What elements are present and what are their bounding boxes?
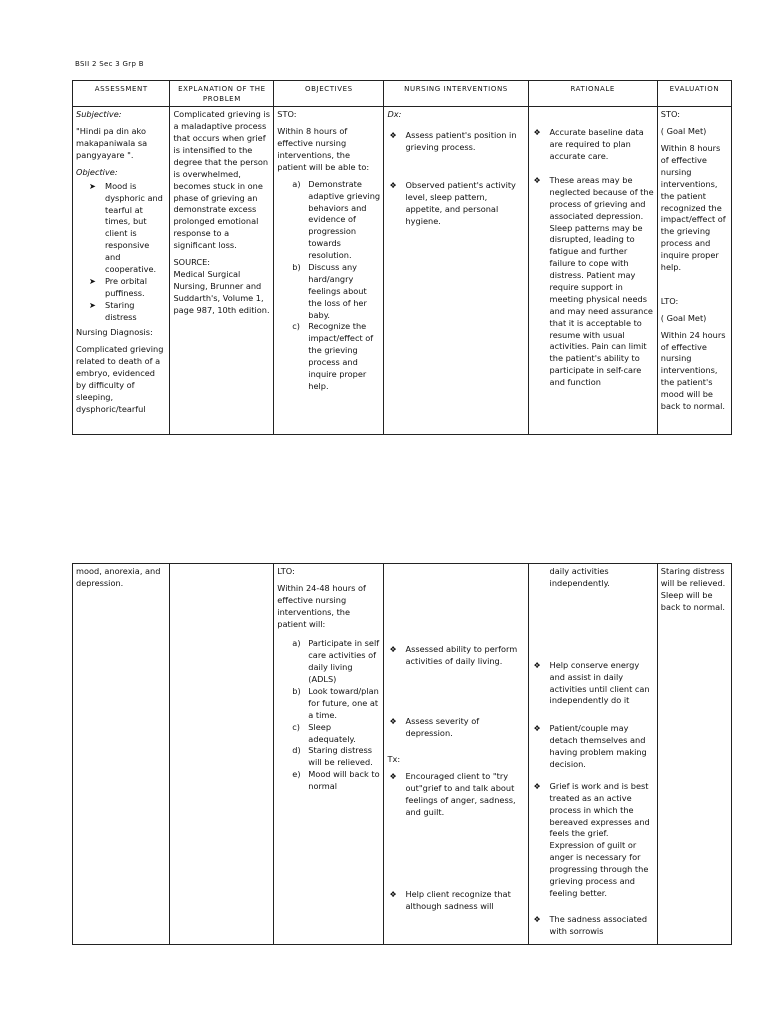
column-header-interventions: NURSING INTERVENTIONS bbox=[384, 81, 528, 107]
eval-lto-label: LTO: bbox=[660, 295, 679, 306]
tx-label: Tx: bbox=[387, 753, 401, 764]
diagnosis-label: Nursing Diagnosis: bbox=[76, 327, 153, 338]
rationale-list bbox=[532, 660, 654, 938]
list-item: ❖ Accurate baseline data are required to plan accurate care. bbox=[533, 127, 644, 162]
table-row bbox=[73, 107, 732, 435]
diagnosis-text: Complicated grieving related to death of a embryo, evidenced by difficulty of sleeping, dysphoric/tearful bbox=[76, 344, 164, 414]
care-plan-table-page2 bbox=[72, 563, 732, 945]
objectives-cell bbox=[274, 107, 384, 435]
diamond-bullet-icon: ❖ bbox=[533, 175, 541, 185]
column-header-assessment: ASSESSMENT bbox=[73, 81, 170, 107]
list-item: ❖ Assess severity of depression. bbox=[389, 715, 480, 738]
list-item: e) Mood will back to normal bbox=[292, 769, 380, 792]
list-item: ❖ Help conserve energy and assist in daily activities until client can independently do it bbox=[533, 659, 650, 706]
list-item: ❖ Grief is work and is best treated as an active process in which the bereaved expresses and feels the grief. Expression of guilt or anger is necessary for progressing through the grieving process and feeling better. bbox=[533, 780, 650, 898]
explanation-text: Complicated grieving is a maladaptive process that occurs when grief is intensified to the degree that the person is overwhelmed, becomes stuck in one phase of grieving an demonstrate excess prolonged emotional response to a significant loss. bbox=[173, 109, 271, 251]
diamond-bullet-icon: ❖ bbox=[533, 660, 541, 670]
source-label: SOURCE: bbox=[173, 256, 211, 267]
table-header-row bbox=[73, 81, 732, 107]
column-header-rationale: RATIONALE bbox=[528, 81, 657, 107]
rationale-cell bbox=[528, 564, 657, 945]
evaluation-text: Staring distress will be relieved. Sleep will be back to normal. bbox=[660, 566, 726, 612]
diamond-bullet-icon: ❖ bbox=[533, 128, 541, 138]
list-item: a) Participate in self care activities of daily living (ADLS) bbox=[292, 638, 380, 685]
column-header-objectives: OBJECTIVES bbox=[274, 81, 384, 107]
diamond-bullet-icon: ❖ bbox=[389, 180, 397, 190]
evaluation-cell bbox=[657, 564, 731, 945]
interventions-list-tx bbox=[387, 771, 524, 912]
list-item: ❖ Assess patient's position in grieving process. bbox=[389, 130, 517, 153]
list-item: ❖ Observed patient's activity level, sleep pattern, appetite, and personal hygiene. bbox=[389, 179, 516, 226]
eval-lto-text: Within 24 hours of effective nursing interventions, the patient's mood will be back to normal. bbox=[660, 329, 726, 411]
list-item: ➤ Pre orbital puffiness. bbox=[89, 275, 147, 298]
subjective-label: Subjective: bbox=[76, 109, 122, 120]
interventions-cell bbox=[384, 107, 528, 435]
list-item: b) Look toward/plan for future, one at a time. bbox=[292, 686, 379, 720]
objectives-intro: Within 8 hours of effective nursing interventions, the patient will be able to: bbox=[277, 126, 370, 172]
diamond-bullet-icon: ❖ bbox=[389, 645, 397, 654]
document-group-label: BSII 2 Sec 3 Grp B bbox=[75, 60, 144, 68]
list-item: ❖ Assessed ability to perform activities of daily living. bbox=[389, 644, 518, 666]
objectives-intro: Within 24-48 hours of effective nursing interventions, the patient will: bbox=[277, 582, 366, 629]
list-item: b) Discuss any hard/angry feelings about the loss of her baby. bbox=[292, 261, 367, 320]
list-item: ❖ Help client recognize that although sadness will bbox=[389, 889, 511, 911]
explanation-cell bbox=[170, 564, 274, 945]
list-item: ❖ The sadness associated with sorrowis bbox=[533, 913, 648, 936]
diamond-bullet-icon: ❖ bbox=[389, 890, 397, 900]
arrowhead-bullet-icon: ➤ bbox=[89, 180, 96, 191]
dx-label: Dx: bbox=[387, 109, 402, 120]
rationale-list bbox=[532, 127, 654, 389]
diamond-bullet-icon: ❖ bbox=[533, 914, 541, 924]
arrowhead-bullet-icon: ➤ bbox=[89, 299, 96, 310]
objectives-cell bbox=[274, 564, 384, 945]
diamond-bullet-icon: ❖ bbox=[533, 724, 541, 734]
arrowhead-bullet-icon: ➤ bbox=[89, 275, 96, 286]
rationale-continued-text: daily activities independently. bbox=[549, 566, 610, 588]
rationale-cell bbox=[528, 107, 657, 435]
interventions-cell bbox=[384, 564, 528, 945]
evaluation-cell bbox=[657, 107, 731, 435]
eval-sto-text: Within 8 hours of effective nursing interventions, the patient recognized the impact/effect of the grieving process and inquire proper help. bbox=[660, 143, 726, 272]
list-item: ❖ These areas may be neglected because of the process of grieving and associated depression. Sleep patterns may be disrupted, leading to fatigue and further failure to cope with distress. Patient may require support in meeting physical needs and may need assurance that it is acceptable to resume with usual activities. Pain can limit the patient's ability to participate in self-care and function bbox=[533, 174, 654, 388]
objectives-list bbox=[277, 638, 380, 793]
list-item: ➤ Staring distress bbox=[89, 299, 137, 322]
list-item: ❖ Patient/couple may detach themselves and having problem making decision. bbox=[533, 723, 647, 770]
assessment-cell bbox=[73, 107, 170, 435]
lto-label: LTO: bbox=[277, 566, 295, 576]
objectives-list bbox=[277, 179, 380, 393]
column-header-explanation: EXPLANATION OF THE PROBLEM bbox=[170, 81, 274, 107]
objective-list bbox=[76, 181, 166, 324]
explanation-cell bbox=[170, 107, 274, 435]
diamond-bullet-icon: ❖ bbox=[533, 781, 541, 791]
source-text: Medical Surgical Nursing, Brunner and Suddarth's, Volume 1, page 987, 10th edition. bbox=[173, 268, 270, 315]
list-item: c) Sleep adequately. bbox=[292, 721, 356, 744]
list-item: c) Recognize the impact/effect of the grieving process and inquire proper help. bbox=[292, 321, 374, 391]
sto-label: STO: bbox=[277, 109, 297, 120]
diamond-bullet-icon: ❖ bbox=[389, 716, 397, 726]
list-item: ➤ Mood is dysphoric and tearful at times, but client is responsive and cooperative. bbox=[89, 180, 163, 274]
eval-lto-status: ( Goal Met) bbox=[660, 312, 707, 323]
diamond-bullet-icon: ❖ bbox=[389, 131, 397, 141]
assessment-continued-text: mood, anorexia, and depression. bbox=[76, 566, 161, 588]
diamond-bullet-icon: ❖ bbox=[389, 772, 397, 782]
list-item: d) Staring distress will be relieved. bbox=[292, 745, 373, 768]
subjective-quote: "Hindi pa din ako makapaniwala sa pangyayare ". bbox=[76, 126, 148, 160]
eval-sto-label: STO: bbox=[660, 109, 681, 120]
eval-sto-status: ( Goal Met) bbox=[660, 126, 707, 137]
care-plan-table-page1 bbox=[72, 80, 732, 435]
objective-label: Objective: bbox=[76, 166, 118, 177]
list-item: ❖ Encouraged client to "try out"grief to and talk about feelings of anger, sadness, and guilt. bbox=[389, 771, 516, 818]
list-item: a) Demonstrate adaptive grieving behaviors and evidence of progression towards resolution. bbox=[292, 178, 381, 261]
assessment-cell bbox=[73, 564, 170, 945]
table-row bbox=[73, 564, 732, 945]
interventions-list bbox=[387, 130, 524, 227]
interventions-list bbox=[387, 644, 524, 740]
column-header-evaluation: EVALUATION bbox=[657, 81, 731, 107]
